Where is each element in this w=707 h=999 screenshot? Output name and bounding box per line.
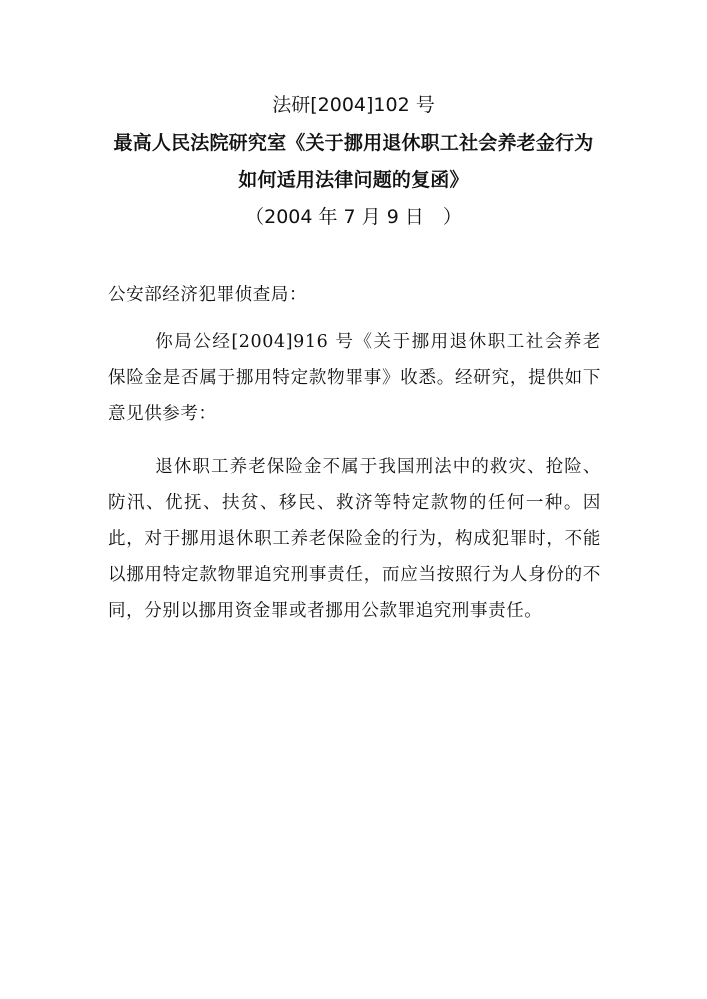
body-paragraph-2: 退休职工养老保险金不属于我国刑法中的救灾、抢险、防汛、优抚、扶贫、移民、救济等特定款物的任何一种。因此，对于挪用退休职工养老保险金的行为，构成犯罪时，不能以挪用特定款物罪追究刑事责任，而应当按照行为人身份的不同，分别以挪用资金罪或者挪用公款罪追究刑事责任。 (108, 457, 601, 621)
addressee: 公安部经济犯罪侦查局： (108, 285, 308, 305)
document-title-line-2: 如何适用法律问题的复函》 (238, 169, 469, 191)
body-paragraph-1: 你局公经[2004]916 号《关于挪用退休职工社会养老保险金是否属于挪用特定款物罪事》收悉。经研究，提供如下意见供参考： (108, 332, 601, 424)
document-title-line-1: 最高人民法院研究室《关于挪用退休职工社会养老金行为 (113, 132, 594, 154)
document-number: 法研[2004]102 号 (272, 94, 435, 116)
document-date: （2004 年 7 月 9 日 ） (245, 206, 462, 228)
